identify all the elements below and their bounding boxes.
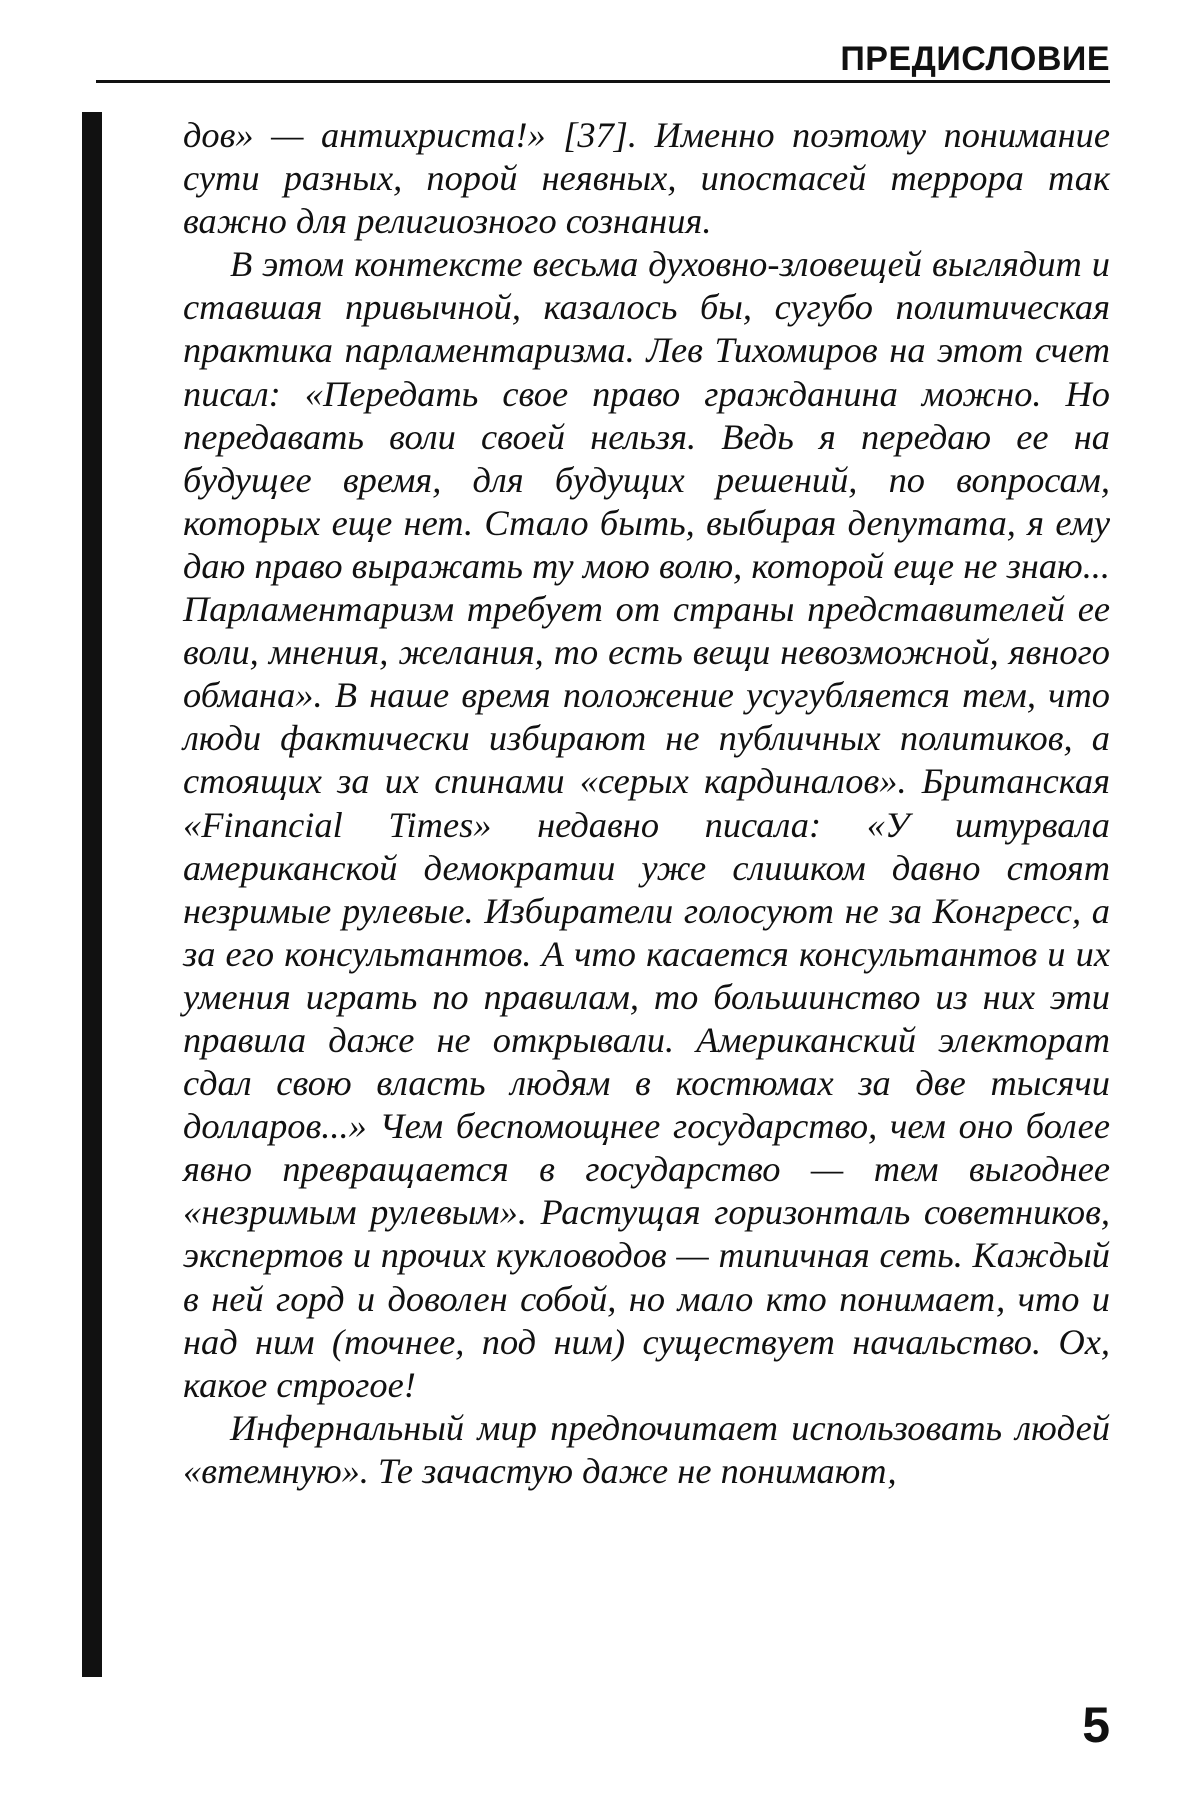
running-title: ПРЕДИСЛОВИЕ (840, 40, 1110, 78)
paragraph: Инфернальный мир предпочитает использовать людей «втемную». Те зачастую даже не понимают, (183, 1407, 1110, 1491)
paragraph: дов» — антихриста!» [37]. Именно поэтому понимание сути разных, порой неявных, ипостасей террора так важно для религиозного сознания. (183, 115, 1110, 242)
body-text (183, 114, 1110, 1493)
running-header (96, 30, 1110, 83)
margin-bar (82, 112, 102, 1677)
paragraph: В этом контексте весьма духовно-зловещей выглядит и ставшая привычной, казалось бы, сугубо политическая практика парламентаризма. Лев Тихомиров на этот счет писал: «Передать свое право гражданина можно. Но передавать воли своей нельзя. Ведь я передаю ее на будущее время, для будущих решений, по вопросам, которых еще нет. Стало быть, выбирая депутата, я ему даю право выражать ту мою волю, которой еще не знаю... Парламентаризм требует от страны представителей ее воли, мнения, желания, то есть вещи невозможной, явного обмана». В наше время положение усугубляется тем, что люди фактически избирают не публичных политиков, а стоящих за их спинами «серых кардиналов». Британская «Financial Times» недавно писала: «У штурвала американской демократии уже слишком давно стоят незримые рулевые. Избиратели голосуют не за Конгресс, а за его консультантов. А что касается консультантов и их умения играть по правилам, то большинство из них эти правила даже не открывали. Американский электорат сдал свою власть людям в костюмах за две тысячи долларов...» Чем беспомощнее государство, чем оно более явно превращается в государство — тем выгоднее «незримым рулевым». Растущая горизонталь советников, экспертов и прочих кукловодов — типичная сеть. Каждый в ней горд и доволен собой, но мало кто понимает, что и над ним (точнее, под ним) существует начальство. Ох, какое строгое! (183, 244, 1110, 1405)
page-number: 5 (1082, 1697, 1110, 1753)
